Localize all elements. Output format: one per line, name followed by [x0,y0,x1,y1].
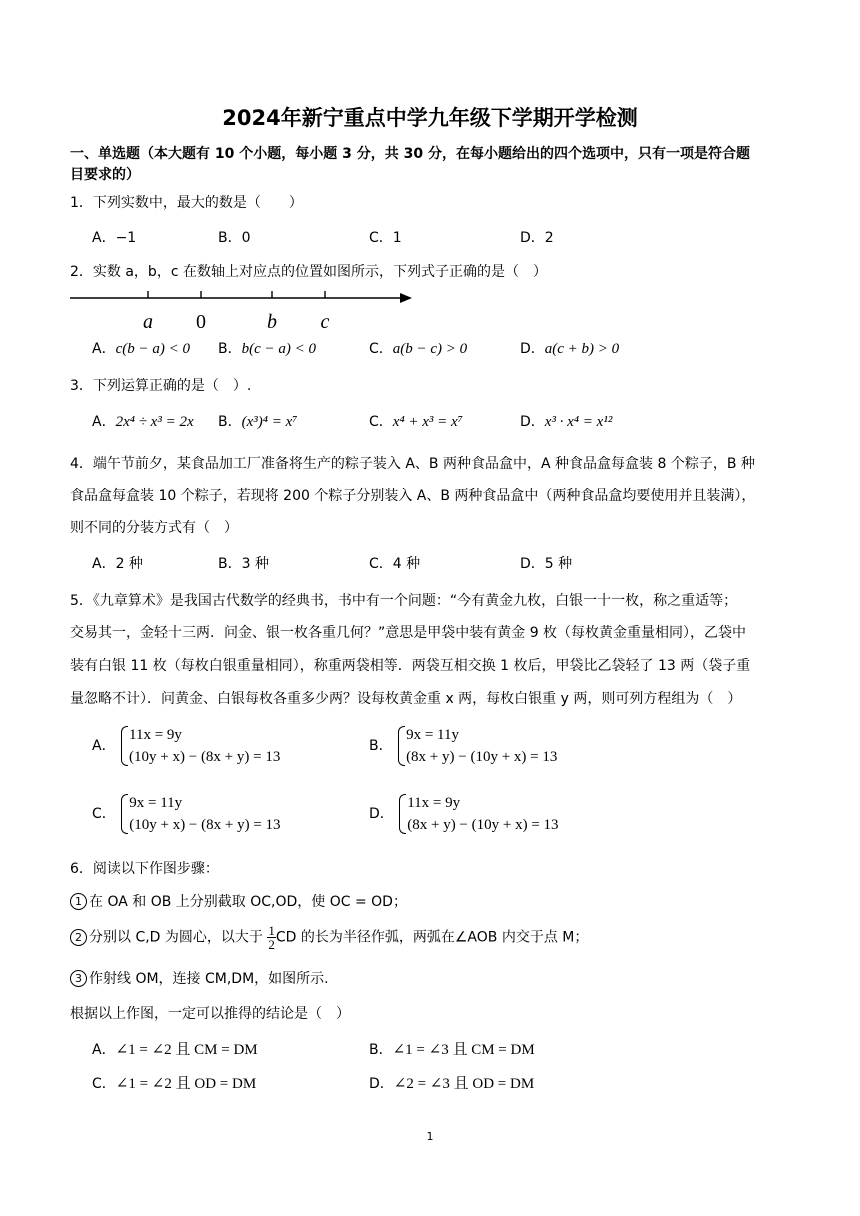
q2-option-b: B．b(c − a) < 0 [218,341,317,357]
page-title: 2024年新宁重点中学九年级下学期开学检测 [222,106,638,130]
q6-step1: 1 在 OA 和 OB 上分别截取 OC,OD，使 OC = OD； [70,891,407,911]
label-c: c [320,311,330,333]
q5-line4: 量忽略不计）．问黄金、白银每枚各重多少两？设每枚黄金重 x 两，每枚白银重 y 两，则可列方程组为（ ） [70,691,742,707]
q2-option-d: D．a(c + b) > 0 [520,341,620,357]
circled-number: 2 [70,929,87,946]
q5-option-d: D． 11x = 9y (8x + y) − (10y + x) = 13 [369,792,559,836]
label-b: b [267,311,277,333]
q5-option-b: B． 9x = 11y (8x + y) − (10y + x) = 13 [369,724,557,768]
q3-option-c: C．x⁴ + x³ = x⁷ [369,414,463,430]
number-line-figure [70,288,420,334]
circled-number: 3 [70,970,87,987]
equation-system: 9x = 11y (10y + x) − (8x + y) = 13 [120,792,280,836]
q5-line3: 装有白银 11 枚（每枚白银重量相同），称重两袋相等．两袋互相交换 1 枚后，甲袋比乙袋轻了 13 两（袋子重 [70,658,751,674]
q2-stem: 2．实数 a，b，c 在数轴上对应点的位置如图所示，下列式子正确的是（ ） [70,264,547,280]
q3-option-a: A．2x⁴ ÷ x³ = 2x [92,414,194,430]
q6-step2: 2 分别以 C,D 为圆心，以大于 $\frac{1}{2}$ CD 的长为半径作弧，两弧在∠AOB 内交于点 M； [70,924,588,951]
q4-option-b: B．3 种 [218,556,269,572]
section-heading-line1: 一、单选题（本大题有 10 个小题，每小题 3 分，共 30 分，在每小题给出的四个选项中，只有一项是符合题 [70,146,750,162]
q6-option-a: A．∠1 = ∠2 且 CM = DM [92,1042,258,1058]
label-0: 0 [196,311,206,333]
q5-line1: 5．《九章算术》是我国古代数学的经典书，书中有一个问题：“今有黄金九枚，白银一十一枚，称之重适等； [70,593,738,609]
equation-system: 11x = 9y (8x + y) − (10y + x) = 13 [398,792,558,836]
q3-stem: 3．下列运算正确的是（ ）. [70,378,252,394]
label-a: a [143,311,153,333]
q5-option-c: C． 9x = 11y (10y + x) − (8x + y) = 13 [92,792,281,836]
q1-option-a: A．−1 [92,230,137,246]
q4-line1: 4．端午节前夕，某食品加工厂准备将生产的粽子装入 A、B 两种食品盒中，A 种食品盒每盒装 8 个粽子，B 种 [70,456,755,472]
equation-system: 9x = 11y (8x + y) − (10y + x) = 13 [397,724,557,768]
q6-option-c: C．∠1 = ∠2 且 OD = DM [92,1076,257,1092]
q6-conclusion: 根据以上作图，一定可以推得的结论是（ ） [70,1006,350,1022]
number-line-arrow [400,293,412,303]
q6-option-d: D．∠2 = ∠3 且 OD = DM [369,1076,535,1092]
q4-option-d: D．5 种 [520,556,573,572]
q3-option-b: B．(x³)⁴ = x⁷ [218,414,298,430]
q4-line2: 食品盒每盒装 10 个粽子，若现将 200 个粽子分别装入 A、B 两种食品盒中（两种食品盒均要使用并且装满）， [70,488,756,504]
section-heading-line2: 目要求的） [70,167,140,183]
q4-line3: 则不同的分装方式有（ ） [70,520,238,536]
q4-option-c: C．4 种 [369,556,421,572]
q5-option-a: A． 11x = 9y (10y + x) − (8x + y) = 13 [92,724,280,768]
q1-option-c: C．1 [369,230,402,246]
q2-option-c: C．a(b − c) > 0 [369,341,468,357]
q6-stem: 6．阅读以下作图步骤： [70,861,219,877]
q5-line2: 交易其一，金轻十三两．问金、银一枚各重几何？”意思是甲袋中装有黄金 9 枚（每枚黄金重量相同），乙袋中 [70,625,747,641]
circled-number: 1 [70,893,87,910]
q6-option-b: B．∠1 = ∠3 且 CM = DM [369,1042,535,1058]
q3-option-d: D．x³ · x⁴ = x¹² [520,414,613,430]
q1-option-d: D．2 [520,230,554,246]
fraction-one-half: $\frac{1}{2}$ [268,923,275,952]
q2-option-a: A．c(b − a) < 0 [92,341,190,357]
equation-system: 11x = 9y (10y + x) − (8x + y) = 13 [120,724,280,768]
q6-step3: 3 作射线 OM，连接 CM,DM，如图所示. [70,968,329,988]
q1-stem: 1．下列实数中，最大的数是（ ） [70,195,303,211]
q4-option-a: A．2 种 [92,556,143,572]
page-number: 1 [426,1130,434,1143]
q1-option-b: B．0 [218,230,251,246]
